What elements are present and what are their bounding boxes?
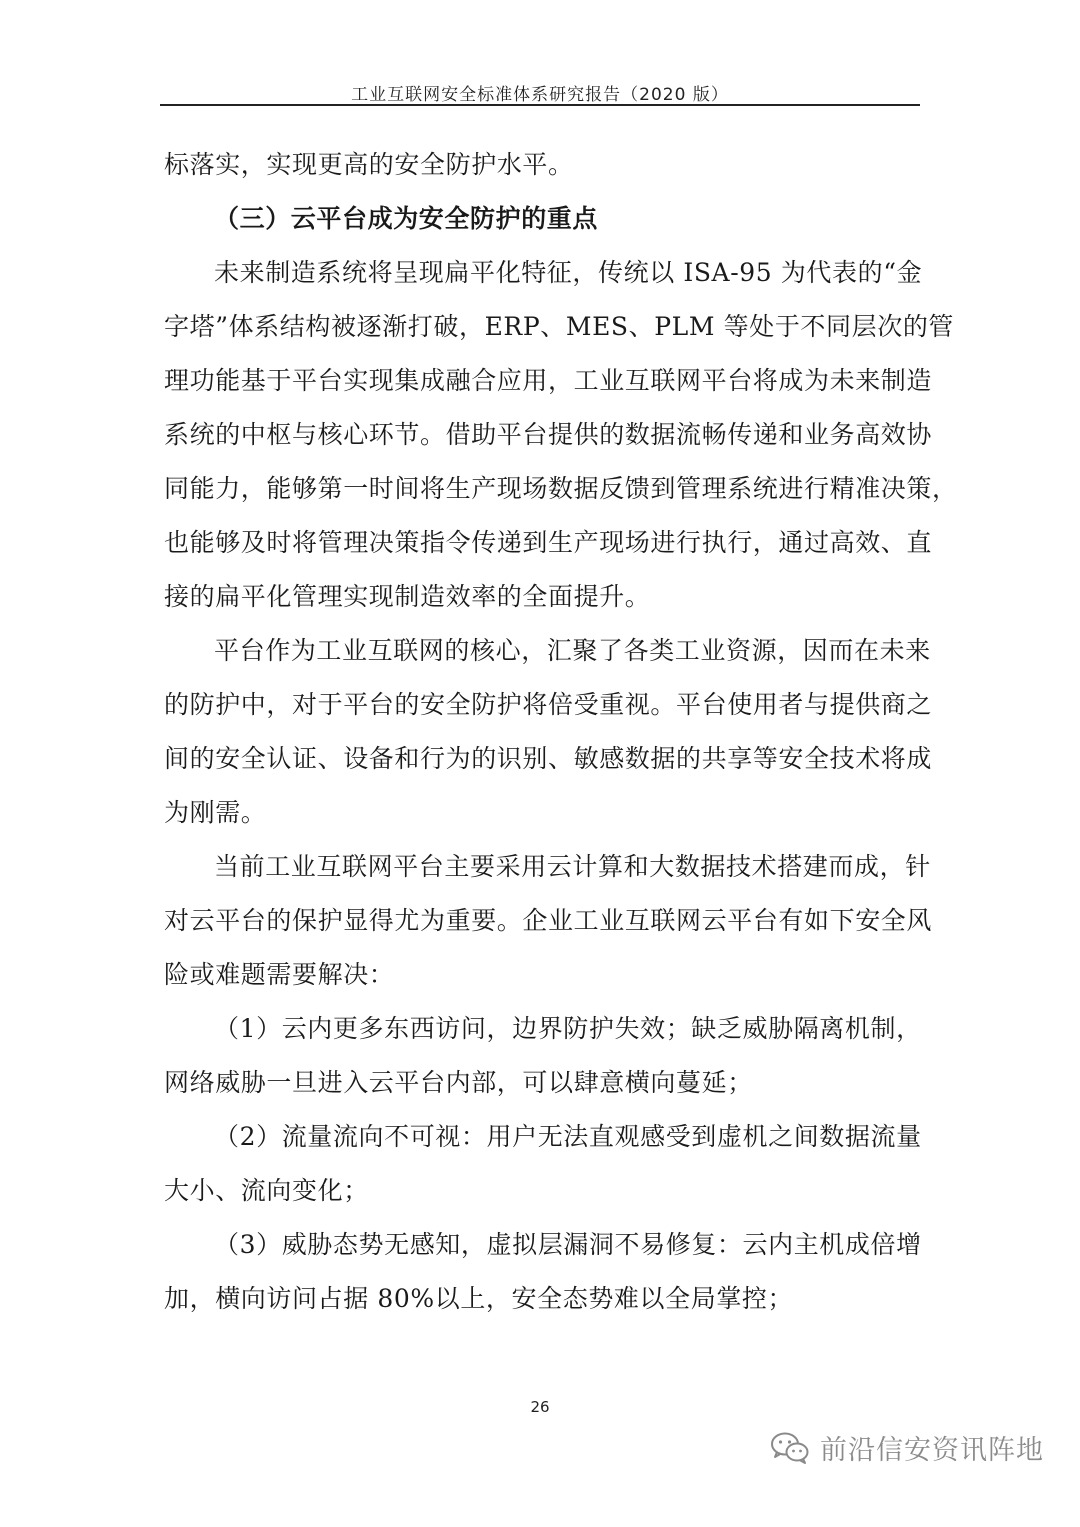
watermark-text: 前沿信安资讯阵地 <box>820 1435 1044 1466</box>
list-item-line: （2）流量流向不可视：用户无法直观感受到虚机之间数据流量 <box>214 1122 922 1151</box>
section-heading: （三）云平台成为安全防护的重点 <box>214 204 599 233</box>
paragraph-line: 未来制造系统将呈现扁平化特征，传统以 ISA-95 为代表的“金 <box>214 258 923 287</box>
paragraph-line: 也能够及时将管理决策指令传递到生产现场进行执行，通过高效、直 <box>164 528 933 557</box>
paragraph-line: 平台作为工业互联网的核心，汇聚了各类工业资源，因而在未来 <box>214 636 931 665</box>
list-item-line: （3）威胁态势无感知，虚拟层漏洞不易修复：云内主机成倍增 <box>214 1230 922 1259</box>
paragraph-line: 险或难题需要解决： <box>164 960 395 989</box>
page-number: 26 <box>530 1398 550 1416</box>
paragraph-line: 字塔”体系结构被逐渐打破，ERP、MES、PLM 等处于不同层次的管 <box>164 312 955 341</box>
paragraph-line: 的防护中，对于平台的安全防护将倍受重视。平台使用者与提供商之 <box>164 690 933 719</box>
wechat-icon <box>770 1431 810 1465</box>
paragraph-line: 接的扁平化管理实现制造效率的全面提升。 <box>164 582 651 611</box>
paragraph-line: 标落实，实现更高的安全防护水平。 <box>164 150 574 179</box>
header-divider <box>160 104 920 106</box>
list-item-line: （1）云内更多东西访问，边界防护失效；缺乏威胁隔离机制， <box>214 1014 922 1043</box>
paragraph-line: 间的安全认证、设备和行为的识别、敏感数据的共享等安全技术将成 <box>164 744 933 773</box>
watermark <box>770 1428 1044 1467</box>
paragraph-line: 理功能基于平台实现集成融合应用，工业互联网平台将成为未来制造 <box>164 366 933 395</box>
list-item-line: 网络威胁一旦进入云平台内部，可以肆意横向蔓延； <box>164 1068 753 1097</box>
paragraph-line: 同能力，能够第一时间将生产现场数据反馈到管理系统进行精准决策， <box>164 474 958 503</box>
paragraph-line: 当前工业互联网平台主要采用云计算和大数据技术搭建而成，针 <box>214 852 931 881</box>
list-item-line: 大小、流向变化； <box>164 1176 369 1205</box>
paragraph-line: 对云平台的保护显得尤为重要。企业工业互联网云平台有如下安全风 <box>164 906 933 935</box>
list-item-line: 加，横向访问占据 80%以上，安全态势难以全局掌控； <box>164 1284 794 1313</box>
running-header-title: 工业互联网安全标准体系研究报告（2020 版） <box>351 85 729 105</box>
body-text <box>164 138 958 1326</box>
paragraph-line: 系统的中枢与核心环节。借助平台提供的数据流畅传递和业务高效协 <box>164 420 933 449</box>
paragraph-line: 为刚需。 <box>164 798 267 827</box>
